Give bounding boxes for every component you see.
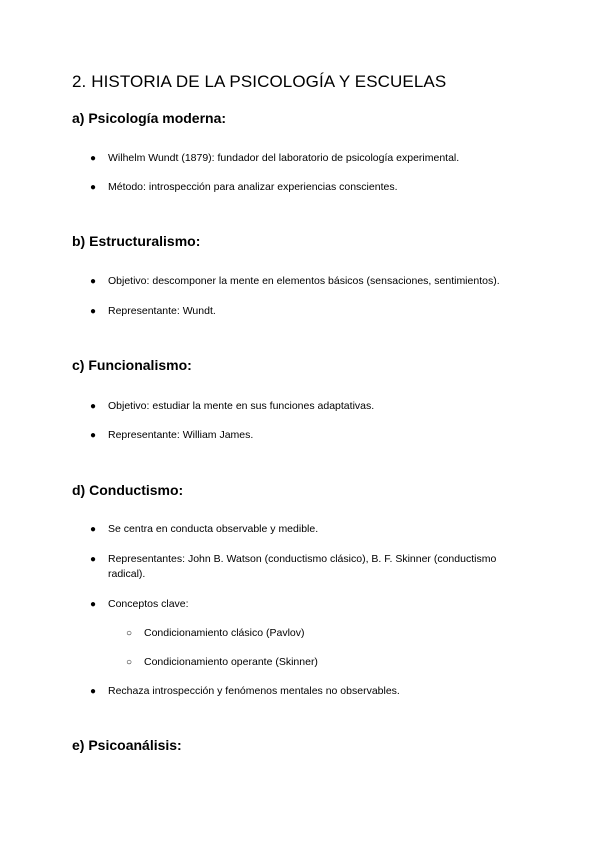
list-item	[90, 684, 530, 699]
sub-list-item	[126, 655, 530, 670]
bullet-icon: ●	[90, 554, 97, 565]
bullet-icon: ●	[90, 401, 97, 412]
list-item-text: Objetivo: descomponer la mente en elementos básicos (sensaciones, sentimientos).	[108, 275, 500, 287]
bullet-icon: ●	[90, 686, 97, 697]
bullet-icon: ●	[90, 153, 97, 164]
list-item	[90, 304, 530, 319]
list-item	[90, 597, 530, 612]
section-heading-psicoanalisis: e) Psicoanálisis:	[72, 737, 182, 753]
sub-list-item-text: Condicionamiento operante (Skinner)	[144, 656, 318, 668]
sub-list-item-text: Condicionamiento clásico (Pavlov)	[144, 627, 305, 639]
section-heading-funcionalismo: c) Funcionalismo:	[72, 357, 192, 373]
list-item-text: Se centra en conducta observable y medible.	[108, 523, 319, 535]
bullet-icon: ●	[90, 276, 97, 287]
list-item	[90, 180, 530, 195]
list-item-text: Conceptos clave:	[108, 598, 189, 610]
list-item-text: Wilhelm Wundt (1879): fundador del laboratorio de psicología experimental.	[108, 152, 460, 164]
hollow-bullet-icon: ○	[126, 628, 133, 639]
list-item	[90, 274, 530, 289]
bullet-icon: ●	[90, 524, 97, 535]
list-item-text: Representante: Wundt.	[108, 305, 216, 317]
bullet-icon: ●	[90, 306, 97, 317]
list-item	[90, 399, 530, 414]
list-item	[90, 552, 530, 582]
list-item	[90, 428, 530, 443]
list-item	[90, 522, 530, 537]
list-item-text: Representante: William James.	[108, 429, 254, 441]
list-item-text: Representantes: John B. Watson (conductismo clásico), B. F. Skinner (conductismo radical).	[108, 553, 497, 580]
bullet-icon: ●	[90, 182, 97, 193]
section-heading-estructuralismo: b) Estructuralismo:	[72, 233, 201, 249]
section-heading-psicologia-moderna: a) Psicología moderna:	[72, 110, 227, 126]
list-item-text: Objetivo: estudiar la mente en sus funciones adaptativas.	[108, 400, 375, 412]
list-item-text: Método: introspección para analizar experiencias conscientes.	[108, 181, 398, 193]
list-item-text: Rechaza introspección y fenómenos mentales no observables.	[108, 685, 400, 697]
list-item	[90, 151, 530, 166]
bullet-icon: ●	[90, 430, 97, 441]
page-title: 2. HISTORIA DE LA PSICOLOGÍA Y ESCUELAS	[72, 72, 447, 91]
sub-list-item	[126, 626, 530, 641]
hollow-bullet-icon: ○	[126, 657, 133, 668]
section-heading-conductismo: d) Conductismo:	[72, 482, 184, 498]
bullet-icon: ●	[90, 599, 97, 610]
